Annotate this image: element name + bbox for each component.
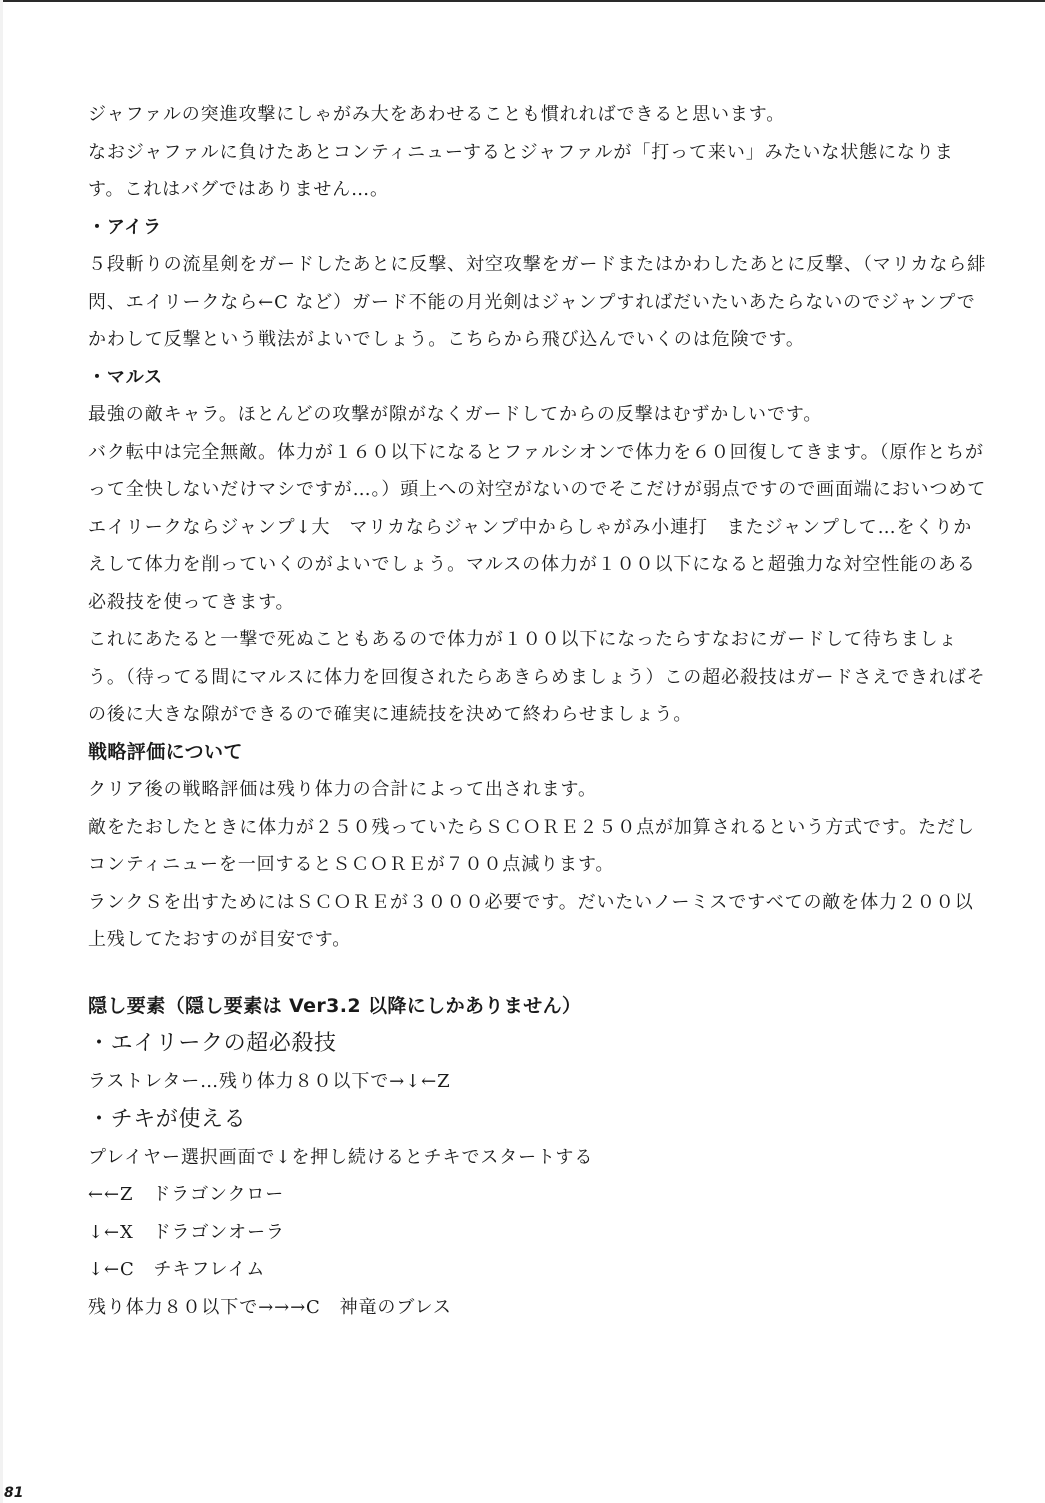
- tiki-move: ↓←X ドラゴンオーラ: [88, 1221, 285, 1243]
- tiki-move: ↓←C チキフレイム: [88, 1259, 266, 1280]
- top-rule: [0, 0, 1045, 2]
- marth-body-1: 最強の敵キャラ。ほとんどの攻撃が隙がなくガードしてからの反撃はむずかしいです。: [88, 404, 823, 425]
- hidden-heading: 隠し要素（隠し要素は Ver3.2 以降にしかありません）: [88, 994, 582, 1017]
- ira-title: ・アイラ: [88, 216, 162, 238]
- tiki-move: 残り体力８０以下で→→→C 神竜のブレス: [88, 1296, 452, 1318]
- marth-body-2: バク転中は完全無敵。体力が１６０以下になるとファルシオンで体力を６０回復してきます。（原作とちがって全快しないだけマシですが…。）頭上への対空がないのでそこだけが弱点ですので画面端においつめてエイリークならジャンプ↓大 マリカならジャンプ中からしゃがみ小連打 またジャンプして…をくりかえして体力を削っていくのがよいでしょう。マルスの体力が１００以下になると超強力な対空性能のある必殺技を使ってきます。: [88, 441, 987, 613]
- page-content: [88, 96, 988, 1326]
- marth-title: ・マルス: [88, 366, 164, 388]
- tiki-title: ・チキが使える: [88, 1106, 247, 1132]
- evaluation-heading: 戦略評価について: [88, 740, 243, 763]
- ira-body: ５段斬りの流星剣をガードしたあとに反撃、対空攻撃をガードまたはかわしたあとに反撃、（マリカなら緋閃、エイリークなら←C など）ガード不能の月光剣はジャンプすればだいたいあたらないのでジャンプでかわして反撃という戦法がよいでしょう。こちらから飛び込んでいくのは危険です。: [88, 254, 987, 350]
- intro-paragraph-1: ジャファルの突進攻撃にしゃがみ大をあわせることも慣れればできると思います。: [88, 104, 786, 125]
- page-number: 81: [4, 1485, 24, 1501]
- tiki-intro: プレイヤー選択画面で↓を押し続けるとチキでスタートする: [88, 1146, 594, 1168]
- evaluation-line-2: 敵をたおしたときに体力が２５０残っていたらＳＣＯＲＥ２５０点が加算されるという方式です。ただしコンティニューを一回するとＳＣＯＲＥが７００点減ります。: [88, 816, 975, 875]
- eirika-line: ラストレター…残り体力８０以下で→↓←Z: [88, 1071, 451, 1092]
- eirika-title: ・エイリークの超必殺技: [88, 1031, 337, 1056]
- evaluation-line-1: クリア後の戦略評価は残り体力の合計によって出されます。: [88, 779, 597, 800]
- marth-body-3: これにあたると一撃で死ぬこともあるので体力が１００以下になったらすなおにガードして待ちましょう。（待ってる間にマルスに体力を回復されたらあきらめましょう）この超必殺技はガードさえできればその後に大きな隙ができるので確実に連続技を決めて終わらせましょう。: [88, 629, 986, 725]
- tiki-move: ←←Z ドラゴンクロー: [88, 1184, 285, 1205]
- section-spacer: [88, 959, 988, 988]
- left-edge: [0, 0, 3, 1503]
- evaluation-line-3: ランクＳを出すためにはＳＣＯＲＥが３０００必要です。だいたいノーミスですべての敵を体力２００以上残してたおすのが目安です。: [88, 891, 974, 950]
- intro-paragraph-2: なおジャファルに負けたあとコンティニューするとジャファルが「打って来い」みたいな状態になります。これはバグではありません…。: [88, 141, 954, 200]
